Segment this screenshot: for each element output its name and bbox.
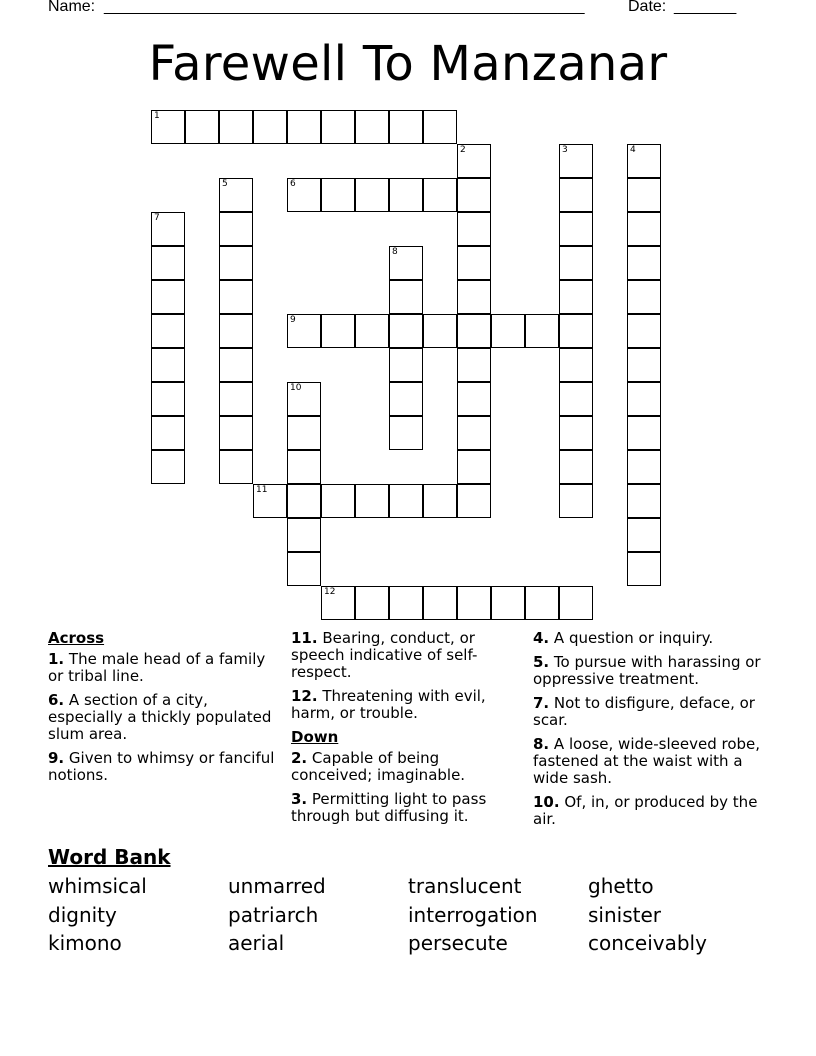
- down-heading: Down: [291, 728, 339, 746]
- grid-cell[interactable]: [287, 178, 321, 212]
- grid-cell[interactable]: [457, 144, 491, 178]
- grid-cell[interactable]: [219, 416, 253, 450]
- grid-cell[interactable]: [389, 586, 423, 620]
- grid-cell[interactable]: [559, 348, 593, 382]
- grid-cell[interactable]: [457, 484, 491, 518]
- grid-cell[interactable]: [219, 110, 253, 144]
- word-bank-item: dignity: [48, 903, 117, 927]
- name-line: ______________________________________________________: [104, 0, 585, 15]
- clue-number: 5: [222, 179, 228, 189]
- grid-cell[interactable]: [627, 484, 661, 518]
- word-bank-title: Word Bank: [48, 845, 171, 869]
- grid-cell[interactable]: [321, 586, 355, 620]
- grid-cell[interactable]: [185, 110, 219, 144]
- grid-cell[interactable]: [219, 314, 253, 348]
- grid-cell[interactable]: [627, 246, 661, 280]
- grid-cell[interactable]: [559, 484, 593, 518]
- word-bank-item: translucent: [408, 874, 522, 898]
- grid-cell[interactable]: [627, 450, 661, 484]
- grid-cell[interactable]: [389, 416, 423, 450]
- grid-cell[interactable]: [355, 484, 389, 518]
- clue-across-6: 6. A section of a city, especially a thickly populated slum area.: [48, 691, 272, 743]
- clue-number: 3: [562, 145, 568, 155]
- grid-cell[interactable]: [287, 552, 321, 586]
- word-bank-item: aerial: [228, 931, 285, 955]
- clue-down-7: 7. Not to disfigure, deface, or scar.: [533, 694, 755, 729]
- grid-cell[interactable]: [423, 314, 457, 348]
- grid-cell[interactable]: [457, 246, 491, 280]
- clue-number: 7: [154, 213, 160, 223]
- grid-cell[interactable]: [151, 280, 185, 314]
- grid-cell[interactable]: [559, 450, 593, 484]
- grid-cell[interactable]: [559, 280, 593, 314]
- grid-cell[interactable]: [559, 212, 593, 246]
- grid-cell[interactable]: [287, 110, 321, 144]
- grid-cell[interactable]: [491, 314, 525, 348]
- grid-cell[interactable]: [457, 314, 491, 348]
- grid-cell[interactable]: [219, 212, 253, 246]
- grid-cell[interactable]: [559, 586, 593, 620]
- grid-cell[interactable]: [559, 314, 593, 348]
- grid-cell[interactable]: [491, 586, 525, 620]
- grid-cell[interactable]: [355, 110, 389, 144]
- grid-cell[interactable]: [627, 144, 661, 178]
- grid-cell[interactable]: [423, 178, 457, 212]
- word-bank-item: interrogation: [408, 903, 538, 927]
- clue-number: 4: [630, 145, 636, 155]
- word-bank-item: patriarch: [228, 903, 319, 927]
- grid-cell[interactable]: [525, 586, 559, 620]
- clue-number: 12: [324, 587, 336, 597]
- grid-cell[interactable]: [151, 212, 185, 246]
- word-bank-item: whimsical: [48, 874, 147, 898]
- grid-cell[interactable]: [151, 314, 185, 348]
- grid-cell[interactable]: [151, 348, 185, 382]
- grid-cell[interactable]: [321, 314, 355, 348]
- grid-cell[interactable]: [559, 144, 593, 178]
- grid-cell[interactable]: [457, 416, 491, 450]
- grid-cell[interactable]: [219, 246, 253, 280]
- grid-cell[interactable]: [389, 110, 423, 144]
- word-bank-item: sinister: [588, 903, 661, 927]
- grid-cell[interactable]: [287, 518, 321, 552]
- clue-across-11: 11. Bearing, conduct, or speech indicative of self-respect.: [291, 629, 478, 681]
- grid-cell[interactable]: [423, 484, 457, 518]
- grid-cell[interactable]: [457, 212, 491, 246]
- grid-cell[interactable]: [287, 416, 321, 450]
- grid-cell[interactable]: [151, 450, 185, 484]
- grid-cell[interactable]: [253, 110, 287, 144]
- grid-cell[interactable]: [627, 280, 661, 314]
- grid-cell[interactable]: [321, 484, 355, 518]
- grid-cell[interactable]: [389, 314, 423, 348]
- word-bank-item: conceivably: [588, 931, 707, 955]
- clue-number: 6: [290, 179, 296, 189]
- grid-cell[interactable]: [151, 416, 185, 450]
- grid-cell[interactable]: [559, 246, 593, 280]
- clues-column-1: [48, 630, 278, 791]
- clue-across-9: 9. Given to whimsy or fanciful notions.: [48, 749, 275, 784]
- grid-cell[interactable]: [627, 314, 661, 348]
- clue-number: 11: [256, 485, 268, 495]
- grid-cell[interactable]: [151, 382, 185, 416]
- grid-cell[interactable]: [321, 178, 355, 212]
- grid-cell[interactable]: [389, 382, 423, 416]
- word-bank-item: persecute: [408, 931, 508, 955]
- clues-column-2: [291, 630, 521, 832]
- grid-cell[interactable]: [457, 586, 491, 620]
- clue-number: 2: [460, 145, 466, 155]
- grid-cell[interactable]: [627, 212, 661, 246]
- across-heading: Across: [48, 629, 105, 647]
- grid-cell[interactable]: [627, 518, 661, 552]
- word-bank-item: unmarred: [228, 874, 326, 898]
- word-bank-item: ghetto: [588, 874, 654, 898]
- grid-cell[interactable]: [457, 450, 491, 484]
- grid-cell[interactable]: [287, 314, 321, 348]
- clue-number: 9: [290, 315, 296, 325]
- grid-cell[interactable]: [287, 450, 321, 484]
- grid-cell[interactable]: [219, 348, 253, 382]
- grid-cell[interactable]: [355, 586, 389, 620]
- grid-cell[interactable]: [389, 348, 423, 382]
- clue-down-10: 10. Of, in, or produced by the air.: [533, 793, 758, 828]
- grid-cell[interactable]: [389, 246, 423, 280]
- clue-down-4: 4. A question or inquiry.: [533, 629, 714, 647]
- clue-down-5: 5. To pursue with harassing or oppressive treatment.: [533, 653, 761, 688]
- grid-cell[interactable]: [253, 484, 287, 518]
- clue-number: 8: [392, 247, 398, 257]
- grid-cell[interactable]: [287, 382, 321, 416]
- grid-cell[interactable]: [627, 178, 661, 212]
- puzzle-title: Farewell To Manzanar: [148, 36, 668, 92]
- grid-cell[interactable]: [457, 382, 491, 416]
- clue-down-3: 3. Permitting light to pass through but diffusing it.: [291, 790, 487, 825]
- grid-cell[interactable]: [219, 382, 253, 416]
- grid-cell[interactable]: [559, 382, 593, 416]
- grid-cell[interactable]: [219, 280, 253, 314]
- grid-cell[interactable]: [457, 348, 491, 382]
- grid-cell[interactable]: [423, 586, 457, 620]
- grid-cell[interactable]: [627, 552, 661, 586]
- grid-cell[interactable]: [627, 382, 661, 416]
- grid-cell[interactable]: [525, 314, 559, 348]
- grid-cell[interactable]: [457, 280, 491, 314]
- date-line: _______: [674, 0, 737, 15]
- date-label: Date:: [628, 0, 667, 15]
- grid-cell[interactable]: [151, 246, 185, 280]
- grid-cell[interactable]: [559, 416, 593, 450]
- grid-cell[interactable]: [355, 178, 389, 212]
- name-label: Name:: [48, 0, 96, 15]
- grid-cell[interactable]: [355, 314, 389, 348]
- clue-across-12: 12. Threatening with evil, harm, or trouble.: [291, 687, 486, 722]
- grid-cell[interactable]: [627, 416, 661, 450]
- grid-cell[interactable]: [219, 178, 253, 212]
- grid-cell[interactable]: [389, 280, 423, 314]
- grid-cell[interactable]: [559, 178, 593, 212]
- grid-cell[interactable]: [389, 484, 423, 518]
- word-bank-item: kimono: [48, 931, 122, 955]
- grid-cell[interactable]: [389, 178, 423, 212]
- clue-number: 10: [290, 383, 302, 393]
- grid-cell[interactable]: [151, 110, 185, 144]
- grid-cell[interactable]: [457, 178, 491, 212]
- clue-number: 1: [154, 111, 160, 121]
- clues-column-3: [533, 630, 773, 835]
- grid-cell[interactable]: [423, 110, 457, 144]
- clue-down-2: 2. Capable of being conceived; imaginable.: [291, 749, 466, 784]
- grid-cell[interactable]: [627, 348, 661, 382]
- grid-cell[interactable]: [321, 110, 355, 144]
- grid-cell[interactable]: [219, 450, 253, 484]
- clue-down-8: 8. A loose, wide-sleeved robe, fastened at the waist with a wide sash.: [533, 735, 761, 787]
- grid-cell[interactable]: [287, 484, 321, 518]
- clue-across-1: 1. The male head of a family or tribal line.: [48, 650, 266, 685]
